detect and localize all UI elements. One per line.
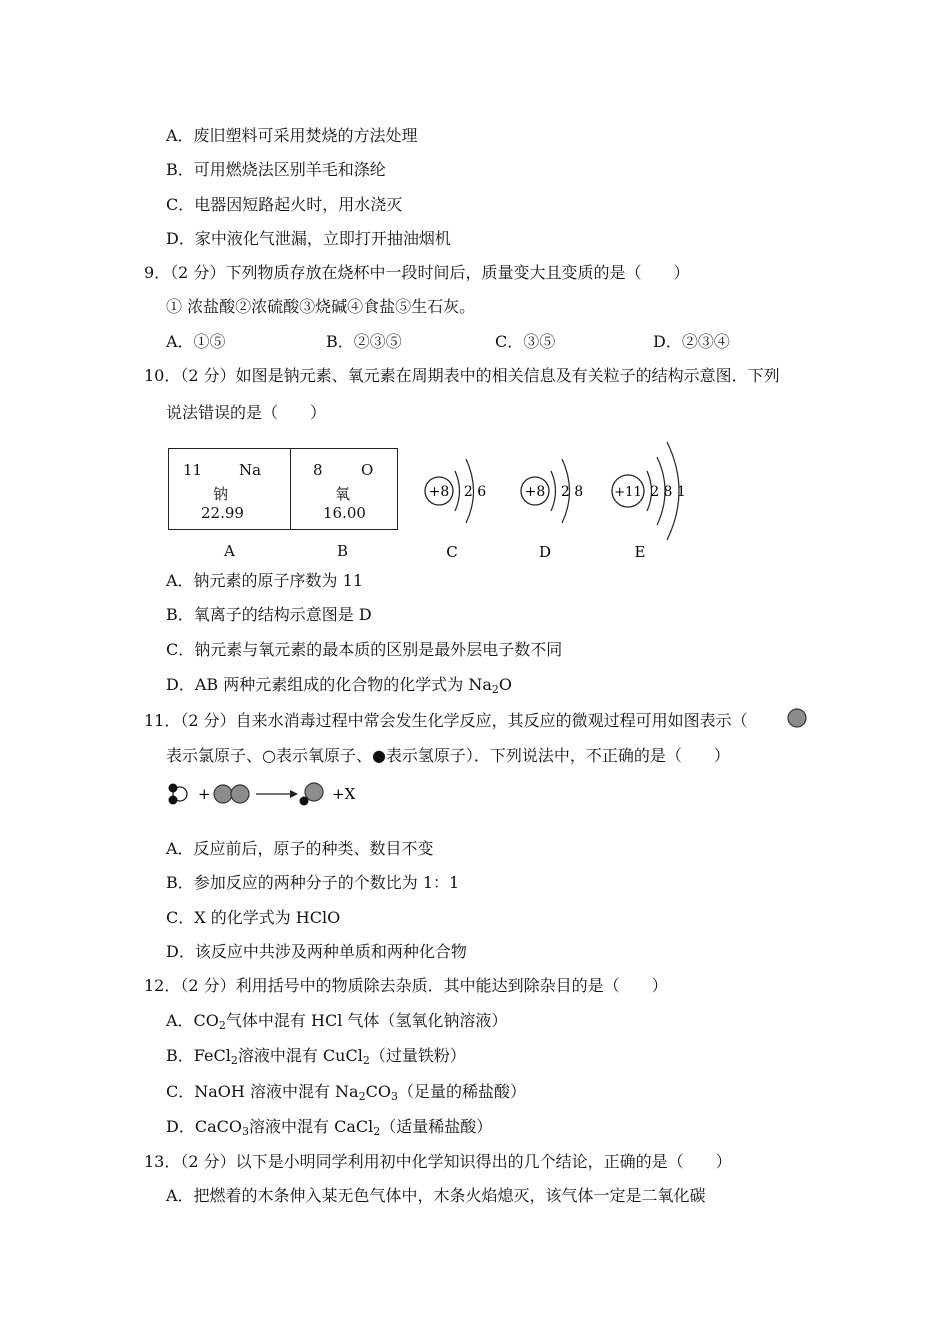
element-name: 钠 — [213, 485, 229, 503]
structure-diagram-c — [425, 459, 486, 561]
reaction-diagram — [164, 778, 364, 812]
chlorine-molecule-icon — [214, 785, 249, 803]
q9-stem: 9．（2 分）下列物质存放在烧杯中一段时间后，质量变大且变质的是（ ） — [144, 263, 690, 282]
q11-stem-line2: 表示氯原子、○表示氧原子、●表示氢原子）．下列说法中，不正确的是（ ） — [166, 746, 730, 765]
element-box-sodium — [168, 448, 292, 530]
hydrogen-chloride-molecule-icon — [300, 783, 324, 806]
q9-option-d: D．②③④ — [653, 332, 730, 351]
plus-sign: + — [198, 785, 211, 803]
q9-option-a: A．①⑤ — [166, 332, 226, 351]
q12-stem: 12．（2 分）利用括号中的物质除去杂质．其中能达到除杂目的是（ ） — [144, 976, 668, 995]
q11-option-d: D．该反应中共涉及两种单质和两种化合物 — [166, 942, 467, 961]
q11-option-b: B．参加反应的两种分子的个数比为 1：1 — [166, 873, 460, 892]
q12-option-a: A．$CO_2$气体中混有 HCl 气体（氢氧化钠溶液） — [166, 1011, 508, 1032]
q9-option-b: B．②③⑤ — [326, 332, 402, 351]
product-x: +X — [332, 785, 356, 803]
q8-option-b: B．可用燃烧法区别羊毛和涤纶 — [166, 160, 386, 179]
structure-diagram-d — [521, 459, 583, 561]
q11-option-c: C．X 的化学式为 HClO — [166, 908, 341, 927]
q12-option-d: D．CaCO$_3$溶液中混有 CaCl$_2$（适量稀盐酸） — [166, 1117, 493, 1138]
atomic-number: 8 — [313, 461, 323, 479]
nucleus-charge: +8 — [428, 484, 450, 500]
atomic-structure-diagrams — [415, 430, 715, 570]
q10-stem-line1: 10．（2 分）如图是钠元素、氧元素在周期表中的相关信息及有关粒子的结构示意图．下列 — [144, 366, 780, 385]
q9-items: ① 浓盐酸②浓硫酸③烧碱④食盐⑤生石灰。 — [166, 297, 476, 316]
figure-label-e: E — [634, 543, 646, 561]
q10-option-a: A．钠元素的原子序数为 11 — [166, 571, 364, 590]
q8-option-c: C．电器因短路起火时，用水浇灭 — [166, 195, 403, 214]
figure-label-c: C — [446, 543, 458, 561]
figure-label-b: B — [337, 542, 349, 560]
structure-diagram-e — [612, 442, 686, 561]
nucleus-charge: +8 — [524, 484, 546, 500]
water-molecule-icon — [169, 784, 188, 805]
q9-option-c: C．③⑤ — [495, 332, 556, 351]
figure-label-a: A — [224, 542, 235, 560]
q10-option-d: D．AB 两种元素组成的化合物的化学式为 $Na_2O$ — [166, 675, 512, 696]
atomic-mass: 16.00 — [323, 504, 366, 522]
element-symbol: O — [361, 461, 374, 479]
element-symbol: Na — [239, 461, 262, 479]
reaction-arrow-icon — [256, 790, 298, 798]
q13-stem: 13．（2 分）以下是小明同学利用初中化学知识得出的几个结论，正确的是（ ） — [144, 1152, 732, 1171]
q10-option-c: C．钠元素与氧元素的最本质的区别是最外层电子数不同 — [166, 640, 563, 659]
electron-shells: 2 8 1 — [650, 484, 686, 500]
atomic-mass: 22.99 — [201, 504, 244, 522]
electron-shells: 2 6 — [463, 484, 487, 500]
element-box-oxygen — [290, 448, 398, 530]
q10-option-b: B．氧离子的结构示意图是 D — [166, 605, 372, 624]
q8-option-a: A．废旧塑料可采用焚烧的方法处理 — [166, 126, 418, 145]
q8-option-d: D．家中液化气泄漏，立即打开抽油烟机 — [166, 229, 451, 248]
q11-option-a: A．反应前后，原子的种类、数目不变 — [166, 839, 434, 858]
element-name: 氧 — [335, 485, 351, 503]
nucleus-charge: +11 — [614, 485, 642, 500]
q10-stem-line2: 说法错误的是（ ） — [166, 403, 327, 422]
q12-option-b: B．FeCl$_2$溶液中混有 CuCl$_2$（过量铁粉） — [166, 1046, 466, 1067]
chlorine-atom-icon — [786, 707, 808, 729]
q12-option-c: C．NaOH 溶液中混有 $Na_2CO_3$（足量的稀盐酸） — [166, 1082, 526, 1103]
q13-option-a: A．把燃着的木条伸入某无色气体中，木条火焰熄灭，该气体一定是二氧化碳 — [166, 1186, 706, 1205]
electron-shells: 2 8 — [560, 484, 584, 500]
q11-stem-line1: 11．（2 分）自来水消毒过程中常会发生化学反应，其反应的微观过程可用如图表示（ — [144, 711, 748, 730]
atomic-number: 11 — [183, 461, 203, 479]
figure-label-d: D — [538, 543, 552, 561]
